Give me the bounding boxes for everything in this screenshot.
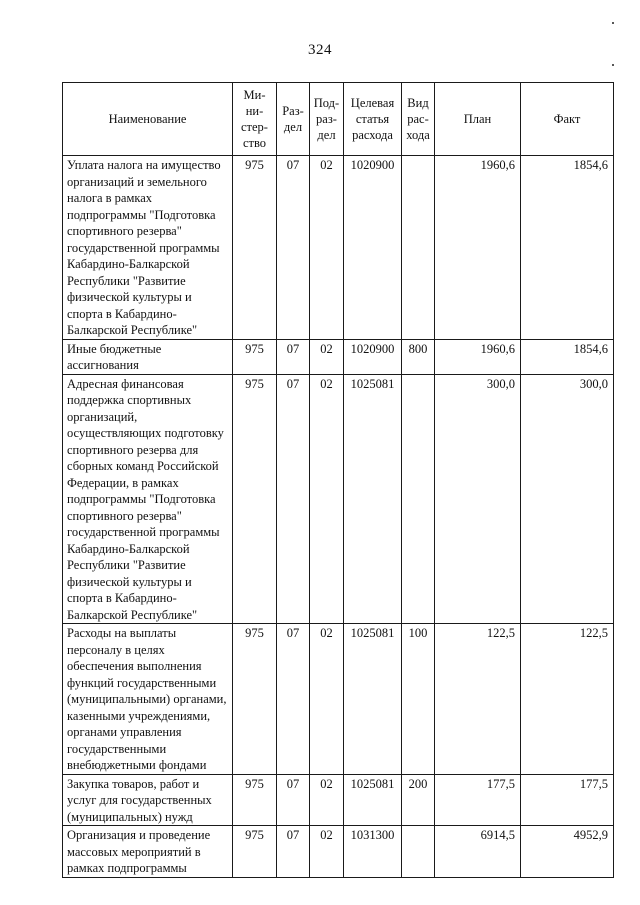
cell-subsection: 02 — [310, 774, 344, 826]
header-section: Раз- дел — [277, 83, 310, 156]
cell-fact: 4952,9 — [521, 826, 614, 878]
cell-section: 07 — [277, 374, 310, 624]
header-ministry: Ми- ни- стер- ство — [233, 83, 277, 156]
cell-expense-type — [402, 826, 435, 878]
cell-target: 1020900 — [344, 339, 402, 374]
scan-speck — [612, 22, 614, 24]
table-row — [63, 339, 614, 374]
cell-ministry: 975 — [233, 826, 277, 878]
cell-ministry: 975 — [233, 374, 277, 624]
cell-plan: 300,0 — [435, 374, 521, 624]
cell-section: 07 — [277, 826, 310, 878]
cell-ministry: 975 — [233, 339, 277, 374]
cell-section: 07 — [277, 774, 310, 826]
cell-target: 1025081 — [344, 774, 402, 826]
cell-fact: 1854,6 — [521, 339, 614, 374]
header-name: Наименование — [63, 83, 233, 156]
cell-expense-type — [402, 156, 435, 340]
header-subsection: Под- раз- дел — [310, 83, 344, 156]
cell-subsection: 02 — [310, 826, 344, 878]
cell-ministry: 975 — [233, 774, 277, 826]
cell-ministry: 975 — [233, 156, 277, 340]
table-body — [63, 156, 614, 878]
cell-subsection: 02 — [310, 339, 344, 374]
header-plan: План — [435, 83, 521, 156]
table-header-row — [63, 83, 614, 156]
cell-target: 1025081 — [344, 624, 402, 775]
cell-name: Закупка товаров, работ и услуг для государственных (муниципальных) нужд — [63, 774, 233, 826]
table-row — [63, 774, 614, 826]
cell-fact: 122,5 — [521, 624, 614, 775]
table-row — [63, 156, 614, 340]
cell-expense-type: 200 — [402, 774, 435, 826]
cell-target: 1025081 — [344, 374, 402, 624]
cell-fact: 177,5 — [521, 774, 614, 826]
cell-fact: 1854,6 — [521, 156, 614, 340]
header-fact: Факт — [521, 83, 614, 156]
cell-section: 07 — [277, 339, 310, 374]
table-row — [63, 624, 614, 775]
cell-ministry: 975 — [233, 624, 277, 775]
cell-plan: 177,5 — [435, 774, 521, 826]
table-row — [63, 374, 614, 624]
cell-target: 1020900 — [344, 156, 402, 340]
cell-name: Иные бюджетные ассигнования — [63, 339, 233, 374]
cell-expense-type — [402, 374, 435, 624]
cell-fact: 300,0 — [521, 374, 614, 624]
cell-plan: 1960,6 — [435, 339, 521, 374]
budget-table — [62, 82, 614, 878]
cell-subsection: 02 — [310, 156, 344, 340]
cell-plan: 1960,6 — [435, 156, 521, 340]
cell-subsection: 02 — [310, 374, 344, 624]
cell-name: Уплата налога на имущество организаций и земельного налога в рамках подпрограммы "Подготовка спортивного резерва" государственной программы Кабардино-Балкарской Республики "Развитие физической культуры и спорта в Кабардино-Балкарской Республике" — [63, 156, 233, 340]
header-target: Целевая статья расхода — [344, 83, 402, 156]
cell-name: Расходы на выплаты персоналу в целях обеспечения выполнения функций государственными (муниципальными) органами, казенными учреждениями, органами управления государственными внебюджетными фондами — [63, 624, 233, 775]
cell-expense-type: 100 — [402, 624, 435, 775]
header-expense-type: Вид рас- хода — [402, 83, 435, 156]
page-number: 324 — [308, 42, 332, 58]
cell-target: 1031300 — [344, 826, 402, 878]
cell-plan: 6914,5 — [435, 826, 521, 878]
cell-section: 07 — [277, 156, 310, 340]
cell-section: 07 — [277, 624, 310, 775]
cell-name: Организация и проведение массовых мероприятий в рамках подпрограммы — [63, 826, 233, 878]
table-row — [63, 826, 614, 878]
cell-subsection: 02 — [310, 624, 344, 775]
cell-name: Адресная финансовая поддержка спортивных организаций, осуществляющих подготовку спортивного резерва для сборных команд Российской Федерации, в рамках подпрограммы "Подготовка спортивного резерва" государственной программы Кабардино-Балкарской Республики "Развитие физической культуры и спорта в Кабардино-Балкарской Республике" — [63, 374, 233, 624]
scan-speck — [612, 64, 614, 66]
cell-expense-type: 800 — [402, 339, 435, 374]
cell-plan: 122,5 — [435, 624, 521, 775]
